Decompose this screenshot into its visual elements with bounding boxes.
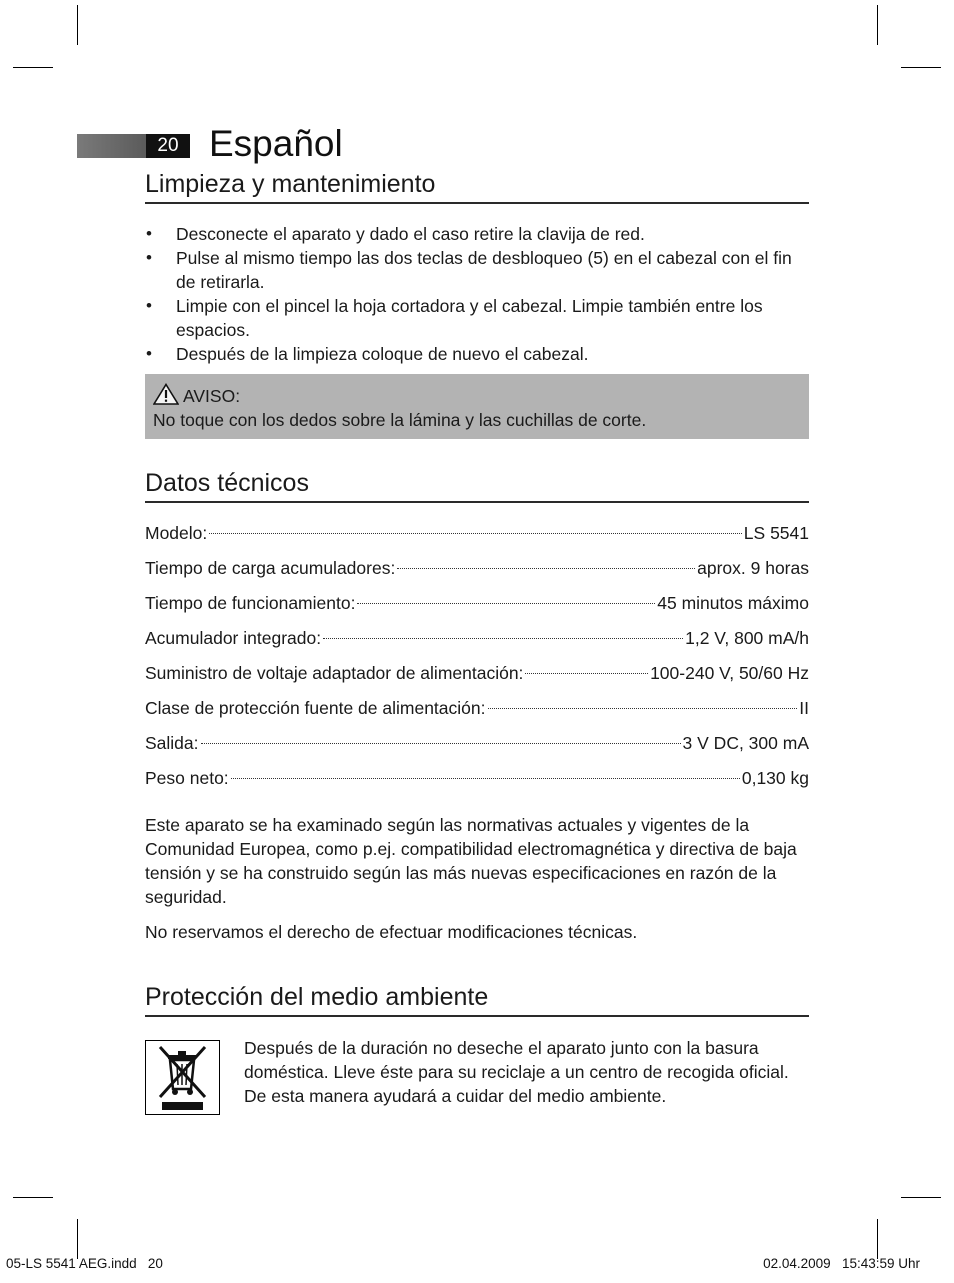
crop-mark [901,1197,941,1198]
spec-row-protection-class: Clase de protección fuente de alimentación: II [145,698,809,718]
section-heading-technical: Datos técnicos [145,467,809,503]
bullet-icon: • [146,296,152,315]
crop-mark [877,5,878,45]
section-heading-cleaning: Limpieza y mantenimiento [145,168,809,204]
bullet-icon: • [146,344,152,363]
warning-text: No toque con los dedos sobre la lámina y las cuchillas de corte. [153,410,647,430]
modification-notice: No reservamos el derecho de efectuar modificaciones técnicas. [145,922,638,942]
crop-mark [13,67,53,68]
crop-mark [77,1219,78,1259]
warning-triangle-icon [153,383,179,405]
list-item: • Desconecte el aparato y dado el caso retire la clavija de red. [146,224,645,244]
language-title: Español [209,123,343,164]
spec-row-run-time: Tiempo de funcionamiento: 45 minutos máximo [145,593,809,613]
compliance-paragraph: Este aparato se ha examinado según las normativas actuales y vigentes de la Comunidad Europea, como p.ej. compatibilidad electromagnética y directiva de baja tensión y se ha construido según las más nuevas especificaciones en razón de la seguridad. [145,815,797,907]
crossed-out-wheelie-bin-icon [145,1040,220,1115]
spec-row-output: Salida: 3 V DC, 300 mA [145,733,809,753]
bullet-icon: • [146,224,152,243]
warning-box [145,374,809,439]
crop-mark [877,1219,878,1259]
cleaning-list [145,222,809,366]
section-heading-environment: Protección del medio ambiente [145,981,809,1017]
crop-mark [13,1197,53,1198]
warning-title: AVISO: [153,384,801,408]
spec-row-weight: Peso neto: 0,130 kg [145,768,809,788]
spec-row-model: Modelo: LS 5541 [145,523,809,543]
spec-row-charge-time: Tiempo de carga acumuladores: aprox. 9 horas [145,558,809,578]
footer-file-info: 05-LS 5541 AEG.indd 20 [6,1256,163,1271]
spec-row-power-supply: Suministro de voltaje adaptador de alimentación: 100-240 V, 50/60 Hz [145,663,809,683]
environment-text: Después de la duración no deseche el aparato junto con la basura doméstica. Lleve éste para su reciclaje a un centro de recogida oficial. De esta manera ayudará a cuidar del medio ambiente. [244,1038,789,1106]
list-item: • Limpie con el pincel la hoja cortadora y el cabezal. Limpie también entre los espacios. [146,296,763,340]
spec-row-battery: Acumulador integrado: 1,2 V, 800 mA/h [145,628,809,648]
crop-mark [901,67,941,68]
crop-mark [77,5,78,45]
page-number: 20 [146,134,190,158]
list-item: • Pulse al mismo tiempo las dos teclas de desbloqueo (5) en el cabezal con el fin de retirarla. [146,248,792,292]
footer-timestamp: 02.04.2009 15:43:59 Uhr [763,1256,920,1271]
list-item: • Después de la limpieza coloque de nuevo el cabezal. [146,344,589,364]
bullet-icon: • [146,248,152,267]
